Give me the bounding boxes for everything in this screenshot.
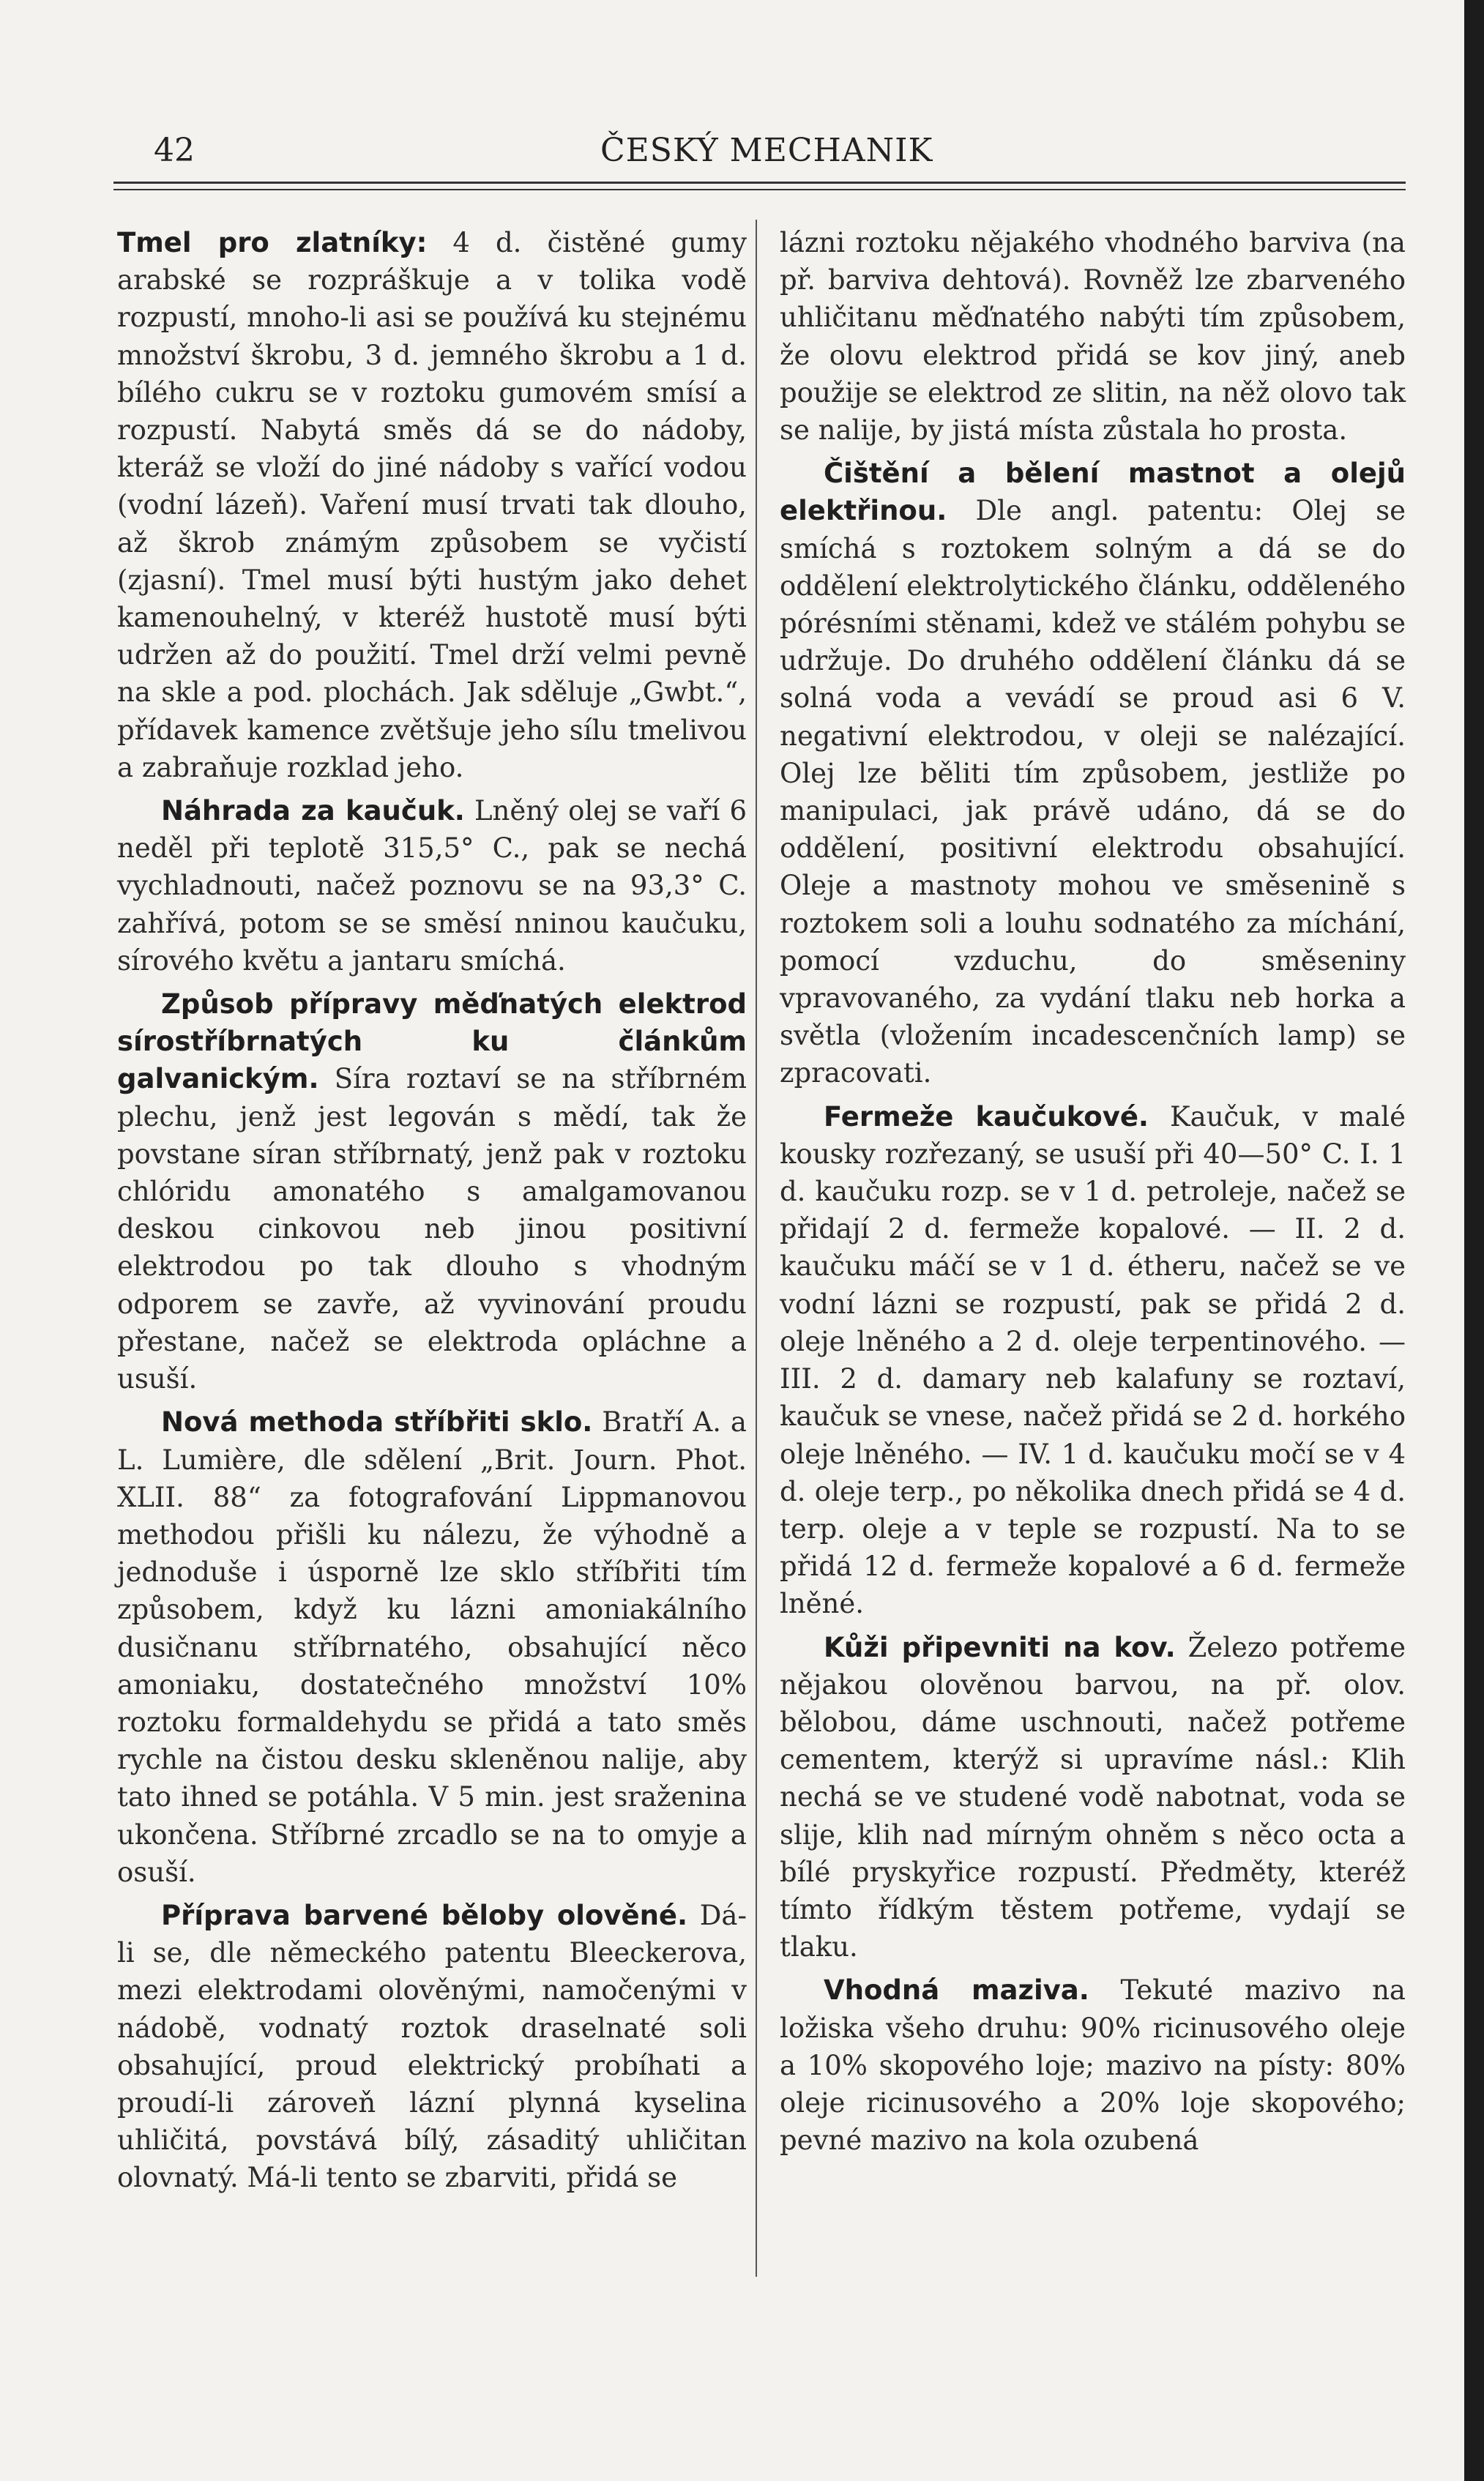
running-title: ČESKÝ MECHANIK [600,132,933,169]
article-text: Železo potřeme nějakou olověnou barvou, na př. olov. bělobou, dáme uschnouti, načež potřeme cementem, kterýž si upravíme násl.: Klih nechá se ve studené vodě nabotnat, voda se slije, klih nad mírným ohněm s něco octa a bílé pryskyřice rozpustí. Předměty, kteréž tímto řídkým těstem potřeme, vydají se tlaku. [780,1631,1406,1963]
article-elektrody [117,985,747,1398]
article-stribreni [117,1403,747,1891]
page-number: 42 [154,132,195,169]
article-beloba [117,1897,747,2197]
header-rule-thin [113,189,1406,190]
article-text: Síra roztaví se na stříbrném plechu, jenž jest legován s mědí, tak že povstane síran stříbrnatý, jenž pak v roztoku chlóridu amonatého s amalgamovanou deskou cinkovou neb jinou positivní elektrodou po tak dlouho s vhodným odporem se zavře, až vyvinování proudu přestane, načež se elektroda opláchne a usuší. [117,1063,747,1395]
article-kuze-na-kov [780,1629,1406,1966]
article-title: Příprava barvené běloby olověné. [161,1899,688,1931]
article-title: Náhrada za kaučuk. [161,795,465,827]
article-text: Dle angl. patentu: Olej se smíchá s roztokem solným a dá se do oddělení elektrolytického článku, odděleného pórésními stěnami, kdež ve stálém pohybu se udržuje. Do druhého oddělení článku dá se solná voda a vevádí se proud asi 6 V. negativní elektrodou, v oleji se nalézající. Olej lze běliti tím způsobem, jestliže po manipulaci, jak právě udáno, dá se do oddělení, positivní elektrodu obsahující. Oleje a mastnoty mohou ve směsenině s roztokem soli a louhu sodnatého za míchání, pomocí vzduchu, do směseniny vpravovaného, za vydání tlaku neb horka a světla (vložením incadescenčních lamp) se zpracovati. [780,495,1406,1089]
article-text: Kaučuk, v malé kousky rozřezaný, se usuší při 40—50° C. I. 1 d. kaučuku rozp. se v 1 d. petroleje, načež se přidají 2 d. fermeže kopalové. — II. 2 d. kaučuku máčí se v 1 d. étheru, načež se ve vodní lázni se rozpustí, pak se přidá 2 d. oleje lněného a 2 d. oleje terpentinového. — III. 2 d. damary neb kalafuny se roztaví, kaučuk se vnese, načež přidá se 2 d. horkého oleje lněného. — IV. 1 d. kaučuku močí se v 4 d. oleje terp., po několika dnech přidá se 4 d. terp. oleje a v teple se rozpustí. Na to se přidá 12 d. fermeže kopalové a 6 d. fermeže lněné. [780,1100,1406,1620]
left-column [117,224,747,2203]
article-kaucuk [117,792,747,980]
header-rule [113,182,1406,184]
right-column [780,224,1406,2165]
column-divider [756,220,757,2277]
article-title: Čištění a bělení mastnot a olejů elektřinou. [780,458,1406,527]
article-text: Lněný olej se vaří 6 neděl při teplotě 315,5° C., pak se nechá vychladnouti, načež poznovu se na 93,3° C. zahřívá, potom se se směsí nninou kaučuku, sírového květu a jantaru smíchá. [117,795,747,977]
continuation-text: lázni roztoku nějakého vhodného barviva (na př. barviva dehtová). Rovněž lze zbarveného uhličitanu měďnatého nabýti tím způsobem, že olovu elektrod přidá se kov jiný, aneb použije se elektrod ze slitin, na něž olovo tak se nalije, by jistá místa zůstala ho prosta. [780,227,1406,447]
article-title: Nová methoda stříbřiti sklo. [161,1406,593,1439]
page-header [154,132,1406,176]
article-title: Tmel pro zlatníky: [117,227,428,258]
scan-edge [1464,0,1484,2481]
article-text: Tekuté mazivo na ložiska všeho druhu: 90% ricinusového oleje a 10% skopového loje; mazivo na písty: 80% oleje ricinusového a 20% loje skopového; pevné mazivo na kola ozubená [780,1974,1406,2157]
article-text: 4 d. čistěné gumy arabské se rozpráškuje a v tolika vodě rozpustí, mnoho-li asi se používá ku stejnému množství škrobu, 3 d. jemného škrobu a 1 d. bílého cukru se v roztoku gumovém smísí a rozpustí. Nabytá směs dá se do nádoby, kteráž se vloží do jiné nádoby s vařící vodou (vodní lázeň). Vaření musí trvati tak dlouho, až škrob známým způsobem se vyčistí (zjasní). Tmel musí býti hustým jako dehet kamenouhelný, v kteréž hustotě musí býti udržen až do použití. Tmel drží velmi pevně na skle a pod. plochách. Jak sděluje „Gwbt.“, přídavek kamence zvětšuje jeho sílu tmelivou a zabraňuje rozklad jeho. [117,227,747,783]
article-tmel [117,224,747,786]
article-text: Dá-li se, dle německého patentu Bleeckerova, mezi elektrodami olověnými, namočenými v nádobě, vodnatý roztok draselnaté soli obsahující, proud elektrický probíhati a proudí-li zároveň lázní plynná kyselina uhličitá, povstává bílý, zásaditý uhličitan olovnatý. Má-li tento se zbarviti, přidá se [117,1899,747,2194]
article-title: Vhodná maziva. [824,1974,1089,2007]
article-fermeze [780,1098,1406,1623]
article-title: Fermeže kaučukové. [824,1100,1149,1133]
article-cisteni-oleju [780,455,1406,1092]
article-text: Bratří A. a L. Lumière, dle sdělení „Brit. Journ. Phot. XLII. 88“ za fotografování Lippmanovou methodou přišli ku nálezu, že výhodně a jednoduše i úsporně lze sklo stříbřiti tím způsobem, když ku lázni amoniakálního dusičnanu stříbrnatého, obsahující něco amoniaku, dostatečného množství 10% roztoku formaldehydu se přidá a tato směs rychle na čistou desku skleněnou nalije, aby tato ihned se potáhla. V 5 min. jest sraženina ukončena. Stříbrné zrcadlo se na to omyje a osuší. [117,1406,747,1888]
article-title: Způsob přípravy měďnatých elektrod sírostříbrnatých ku článkům galvanickým. [117,988,747,1095]
article-maziva [780,1971,1406,2159]
article-title: Kůži připevniti na kov. [824,1631,1176,1663]
